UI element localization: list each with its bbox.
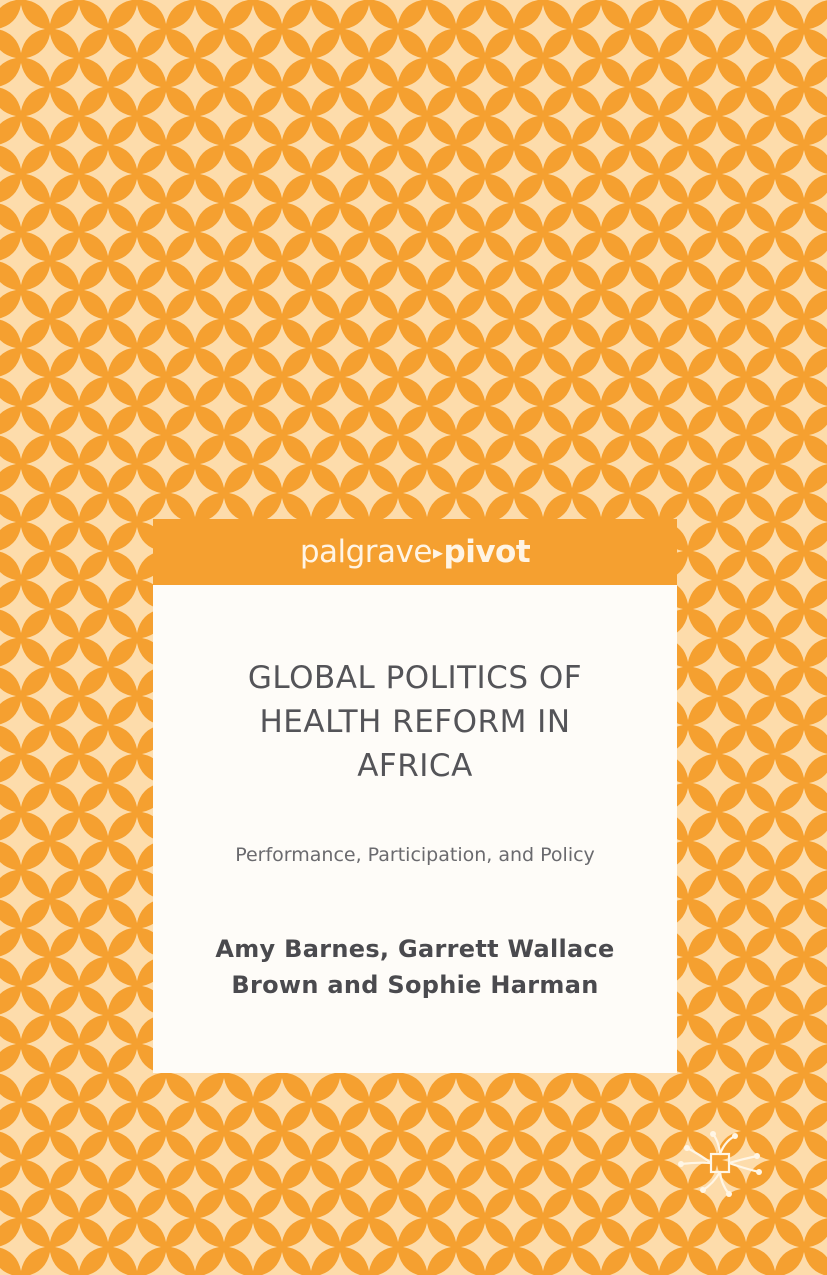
title-panel bbox=[153, 585, 677, 1073]
title-line: AFRICA bbox=[357, 748, 473, 784]
author-line: Brown and Sophie Harman bbox=[231, 971, 599, 999]
publisher-name-part2: pivot bbox=[443, 534, 531, 570]
publisher-arrow-icon: ▸ bbox=[432, 540, 443, 564]
title-line: GLOBAL POLITICS OF bbox=[247, 660, 583, 696]
book-authors bbox=[163, 931, 667, 1003]
publisher-wordmark bbox=[153, 533, 677, 571]
author-line: Amy Barnes, Garrett Wallace bbox=[215, 935, 615, 963]
title-line: HEALTH REFORM IN bbox=[259, 704, 571, 740]
publisher-name-part1: palgrave bbox=[299, 534, 432, 570]
palgrave-logo-icon bbox=[673, 1126, 773, 1206]
book-title bbox=[163, 656, 667, 788]
book-subtitle: Performance, Participation, and Policy bbox=[235, 844, 595, 866]
publisher-band bbox=[153, 519, 677, 585]
